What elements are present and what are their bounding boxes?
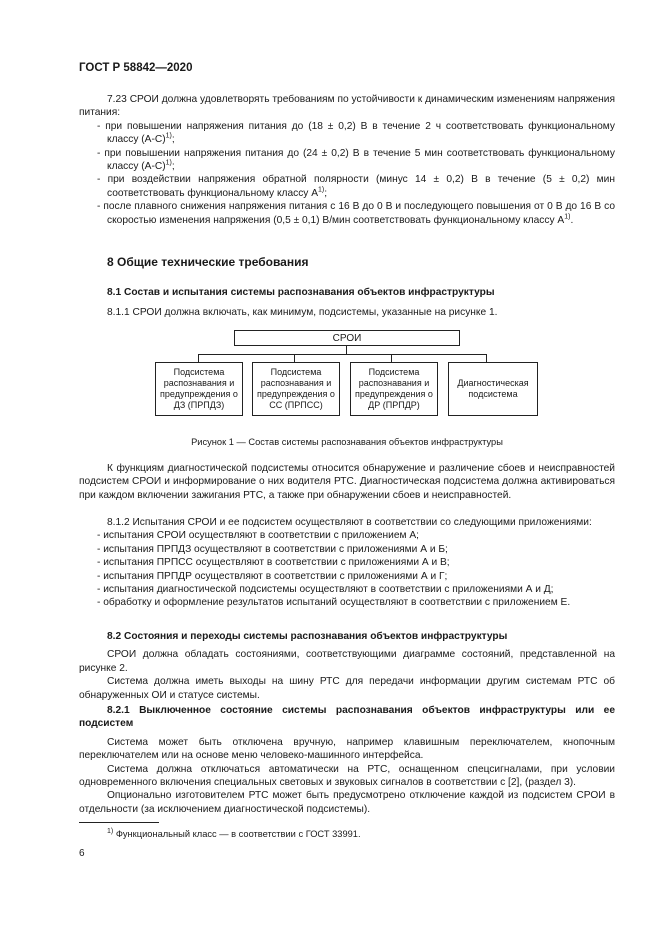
list-item (79, 120, 615, 147)
connector-line (294, 354, 295, 362)
footnote-text: Функциональный класс — в соответствии с ГОСТ 33991. (115, 829, 361, 839)
section-8-1-title: 8.1 Состав и испытания системы распознавания объектов инфраструктуры (107, 287, 495, 298)
section-8-1 (79, 286, 615, 320)
figure-root-box: СРОИ (234, 330, 460, 346)
page-number: 6 (79, 848, 85, 859)
punct: ; (171, 161, 175, 173)
section-7-23 (79, 93, 615, 227)
list-item: - испытания диагностической подсистемы осуществляют в соответствии с приложениями А и Д; (79, 583, 615, 596)
document-header: ГОСТ Р 58842—2020 (79, 62, 193, 74)
connector-line (391, 354, 392, 362)
section-8 (79, 256, 615, 269)
list-item: - испытания СРОИ осуществляют в соответствии с приложением А; (79, 529, 615, 542)
footnote-ref: 1) (318, 186, 325, 194)
footnote-ref: 1) (564, 213, 571, 221)
subsystem-box-prpdz: Подсистема распознавания и предупреждения о ДЗ (ПРПДЗ) (155, 362, 243, 416)
subsystem-box-prpdr: Подсистема распознавания и предупреждения о ДР (ПРПДР) (350, 362, 438, 416)
punct: ; (324, 187, 328, 199)
subsystem-box-diagnostic: Диагностическая подсистема (448, 362, 538, 416)
connector-line (198, 354, 486, 355)
section-8-2-title: 8.2 Состояния и переходы системы распознавания объектов инфраструктуры (107, 631, 508, 642)
footnote-ref: 1) (165, 132, 172, 140)
footnote (107, 829, 361, 839)
section-8-2 (79, 630, 615, 702)
list-item: - обработку и оформление результатов испытаний осуществляют в соответствии с приложением Е. (79, 596, 615, 609)
list-item-text: при воздействии напряжения обратной полярности (минус 14 ± 0,2) В в течение (5 ± 0,2) мин соответствовать функциональному классу А (107, 174, 615, 199)
connector-line (486, 354, 487, 362)
paragraph-diagnostic: К функциям диагностической подсистемы относится обнаружение и различение сбоев и неисправностей подсистем СРОИ и информирование о них водителя РТС. Диагностическая подсистема должна активироваться при каждом включении зажигания РТС, а также при обнаружении сбоев и неисправностей. (79, 463, 615, 501)
section-8-1-2 (79, 516, 615, 610)
paragraph-8-1-2-intro: 8.1.2 Испытания СРОИ и ее подсистем осуществляют в соответствии со следующими приложениями: (107, 517, 592, 528)
paragraph-8-2-1-p1: Система может быть отключена вручную, например клавишным переключателем, кнопочным переключателем или на основе меню человеко-машинного интерфейса. (79, 736, 615, 762)
diagnostic-paragraph (79, 462, 615, 502)
paragraph-8-2-p1: СРОИ должна обладать состояниями, соответствующими диаграмме состояний, представленной на рисунке 2. (79, 649, 615, 674)
paragraph-7-23-intro: 7.23 СРОИ должна удовлетворять требованиям по устойчивости к динамическим изменениям напряжения питания: (79, 94, 615, 119)
paragraph-8-2-1-p2: Система должна отключаться автоматически на РТС, оснащенном спецсигналами, при условии одновременного включения специальных световых и звуковых сигналов в соответствии с [2], (раздел 3). (79, 763, 615, 789)
list-item (79, 147, 615, 174)
punct: ; (171, 134, 175, 146)
punct: . (570, 214, 574, 226)
list-item: - испытания ПРПДЗ осуществляют в соответствии с приложениями А и Б; (79, 543, 615, 556)
paragraph-8-1-1: 8.1.1 СРОИ должна включать, как минимум, подсистемы, указанные на рисунке 1. (107, 307, 498, 319)
list-item-text: после плавного снижения напряжения питания с 16 В до 0 В и последующего повышения от 0 В до 16 В со скоростью изменения напряжения (0,5 ± 0,1) В/мин соответствовать функциональному классу А (103, 201, 615, 226)
figure-1-caption: Рисунок 1 — Состав системы распознавания объектов инфраструктуры (191, 437, 503, 447)
connector-line (346, 346, 347, 354)
footnote-divider (79, 822, 159, 823)
footnote-mark: 1) (107, 827, 114, 835)
list-item: - испытания ПРПСС осуществляют в соответствии с приложениями А и В; (79, 556, 615, 569)
paragraph-8-2-p2: Система должна иметь выходы на шину РТС для передачи информации другим системам РТС об обнаруженных ОИ и статусе системы. (79, 676, 615, 701)
section-8-2-1-title: 8.2.1 Выключенное состояние системы распознавания объектов инфраструктуры или ее подсистем (79, 705, 615, 730)
section-8-title: 8 Общие технические требования (107, 255, 309, 269)
subsystem-box-prpss: Подсистема распознавания и предупреждения о СС (ПРПСС) (252, 362, 340, 416)
footnote-ref: 1) (165, 159, 172, 167)
list-item-text: при повышении напряжения питания до (24 ± 0,2) В в течение 5 мин соответствовать функциональному классу (A-C) (104, 147, 615, 173)
list-item (79, 173, 615, 200)
list-item (79, 200, 615, 227)
section-8-2-1 (79, 704, 615, 816)
connector-line (198, 354, 199, 362)
list-item: - испытания ПРПДР осуществляют в соответствии с приложениями А и Г; (79, 570, 615, 583)
list-item-text: при повышении напряжения питания до (18 ± 0,2) В в течение 2 ч соответствовать функциональному классу (A-C) (105, 120, 615, 146)
paragraph-8-2-1-p3: Опционально изготовителем РТС может быть предусмотрено отключение каждой из подсистем СРОИ в отдельности (за исключением диагностической подсистемы). (79, 790, 615, 815)
